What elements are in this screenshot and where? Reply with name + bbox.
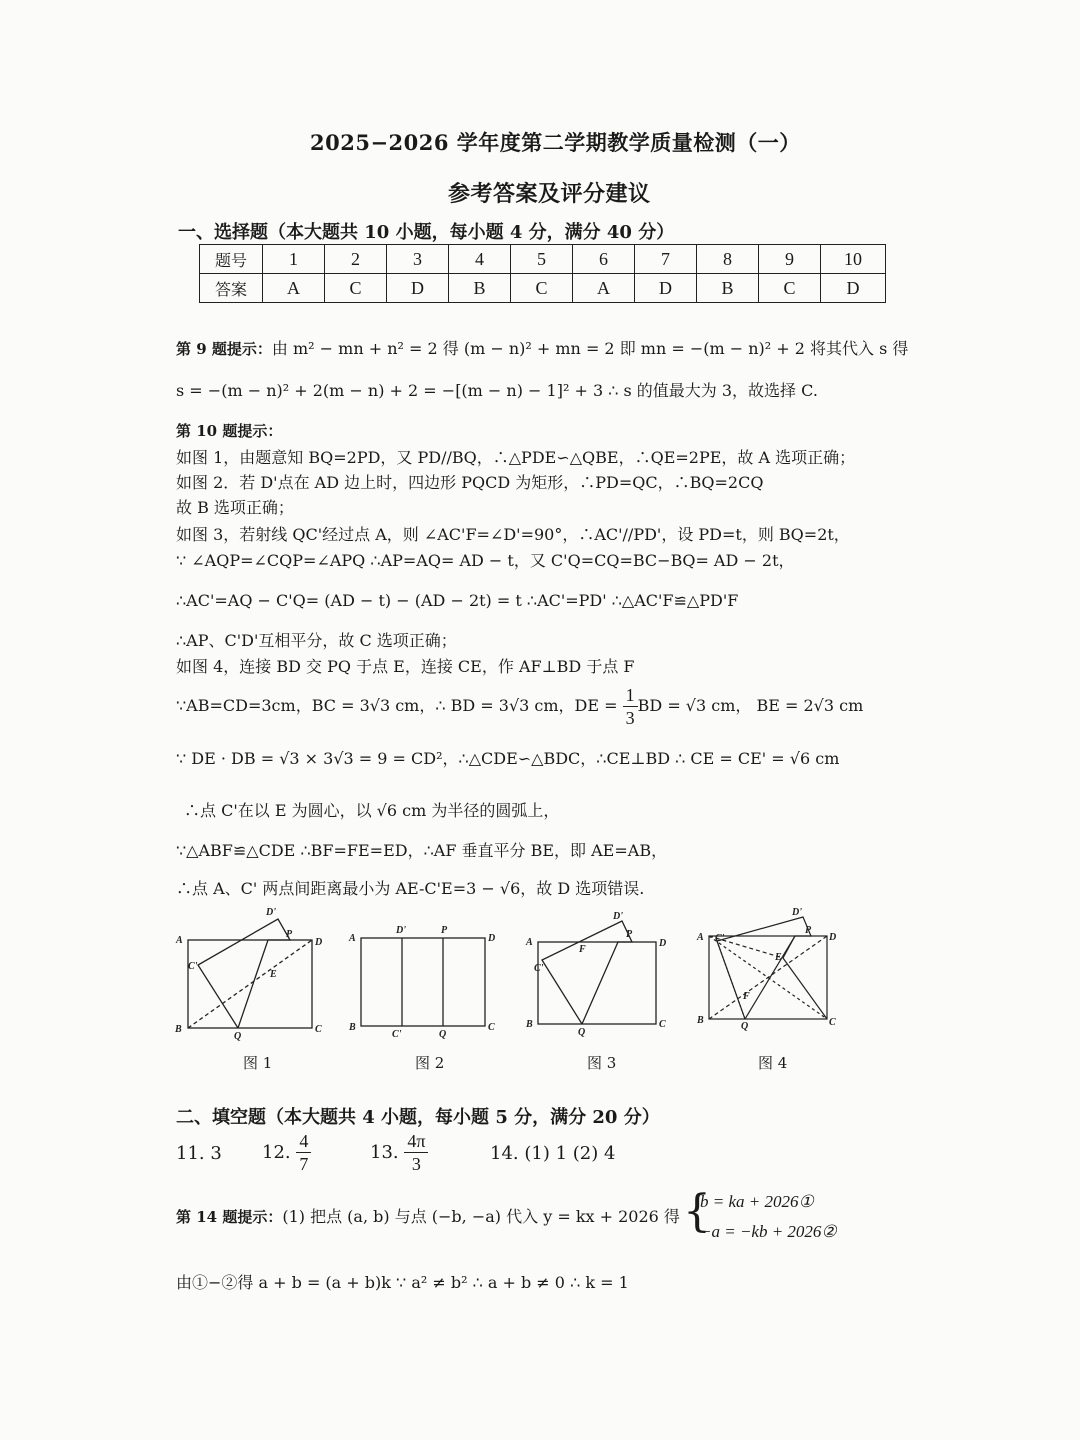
hint-14-line-2: 由①−②得 a + b = (a + b)k ∵ a² ≠ b² ∴ a + b ≠ 0 ∴ k = 1 (176, 1273, 629, 1292)
hint-10-line-part: ∵AB=CD=3cm，BC = 3√3 cm，∴ BD = 3√3 cm，DE = (176, 696, 623, 715)
table-cell: 8 (697, 245, 759, 274)
label-C: C (829, 1017, 836, 1028)
table-cell: 6 (573, 245, 635, 274)
equation-1: b = ka + 2026① (700, 1192, 814, 1211)
equation-system-brace: { (683, 1186, 711, 1237)
hint-10-line: ∵△ABF≌△CDE ∴BF=FE=ED，∴AF 垂直平分 BE，即 AE=AB， (176, 841, 668, 860)
label-D-prime: D' (613, 911, 623, 922)
label-C-prime: C' (715, 933, 725, 944)
hint-10-line: ∴点 A、C' 两点间距离最小为 AE-C'E=3 − √6，故 D 选项错误. (176, 879, 645, 898)
frac-den: 3 (411, 1154, 421, 1174)
table-cell: 7 (635, 245, 697, 274)
table-cell: 5 (511, 245, 573, 274)
label-P: P (626, 929, 633, 940)
label-D: D (315, 937, 323, 948)
table-cell: 4 (449, 245, 511, 274)
label-C: C (488, 1022, 495, 1033)
figure-1-caption: 图 1 (243, 1054, 273, 1072)
label-C-prime: C' (188, 961, 198, 972)
label-C-prime: C' (534, 963, 544, 974)
label-A: A (697, 932, 704, 943)
label-D-prime: D' (396, 925, 406, 936)
label-D: D (488, 933, 496, 944)
hint-14-text: (1) 把点 (a, b) 与点 (−b, −a) 代入 y = kx + 2026 得 (282, 1207, 680, 1226)
hint-10-line-bd (176, 684, 863, 729)
answer-table (199, 244, 886, 303)
page-title: 2025−2026 学年度第二学期教学质量检测（一） (310, 130, 801, 155)
label-F: F (579, 944, 586, 955)
label-Q: Q (439, 1029, 447, 1040)
label-A: A (526, 937, 533, 948)
frac-num: 4 (296, 1130, 311, 1153)
hint-10-line: ∴点 C'在以 E 为圆心，以 √6 cm 为半径的圆弧上， (184, 801, 560, 820)
page-subtitle: 参考答案及评分建议 (448, 181, 651, 207)
table-cell: 10 (821, 245, 886, 274)
label-P: P (805, 925, 812, 936)
answer-13 (370, 1130, 428, 1175)
table-cell: C (325, 274, 387, 303)
label-D: D (659, 938, 667, 949)
hint-10-line-part: BD = √3 cm， BE = 2√3 cm (637, 696, 864, 715)
label-E: E (270, 969, 277, 980)
hint-10-line: ∴AC'=AQ − C'Q= (AD − t) − (AD − 2t) = t ∴AC'=PD' ∴△AC'F≌△PD'F (176, 591, 739, 610)
table-row-numbers (200, 245, 886, 274)
label-C: C (315, 1024, 322, 1035)
label-B: B (526, 1019, 533, 1030)
frac-den: 7 (299, 1154, 309, 1174)
hint-10-line: ∵ DE · DB = √3 × 3√3 = 9 = CD²，∴△CDE∽△BDC，∴CE⊥BD ∴ CE = CE' = √6 cm (176, 749, 840, 768)
hint-10-line: 如图 2．若 D'点在 AD 边上时，四边形 PQCD 为矩形，∴PD=QC，∴BQ=2CQ (176, 473, 764, 492)
frac-den: 3 (625, 708, 635, 728)
figure-4 (695, 903, 845, 1033)
section-2-heading: 二、填空题（本大题共 4 小题，每小题 5 分，满分 20 分） (176, 1107, 660, 1128)
section-1-heading: 一、选择题（本大题共 10 小题，每小题 4 分，满分 40 分） (178, 222, 675, 243)
label-B: B (175, 1024, 182, 1035)
row-label-answer: 答案 (200, 274, 263, 303)
hint-14-label: 第 14 题提示： (176, 1208, 283, 1226)
label-C-prime: C' (392, 1029, 402, 1040)
answer-12-label: 12. (262, 1142, 291, 1163)
table-cell: D (635, 274, 697, 303)
row-label-question: 题号 (200, 245, 263, 274)
table-cell: 1 (263, 245, 325, 274)
label-E: E (775, 952, 782, 963)
equation-2: −a = −kb + 2026② (700, 1222, 837, 1241)
label-A: A (349, 933, 356, 944)
table-cell: C (511, 274, 573, 303)
table-cell: A (573, 274, 635, 303)
label-D-prime: D' (266, 907, 276, 918)
label-B: B (697, 1015, 704, 1026)
answer-11: 11. 3 (176, 1143, 222, 1164)
hint-10-line: 如图 4，连接 BD 交 PQ 于点 E，连接 CE，作 AF⊥BD 于点 F (176, 657, 635, 676)
label-P: P (286, 929, 293, 940)
figure-2-caption: 图 2 (415, 1054, 445, 1072)
hint-10-line: 如图 1，由题意知 BQ=2PD，又 PD//BQ，∴△PDE∽△QBE，∴QE=2PE，故 A 选项正确； (176, 448, 856, 467)
label-B: B (349, 1022, 356, 1033)
table-cell: B (449, 274, 511, 303)
figure-4-caption: 图 4 (758, 1054, 788, 1072)
table-cell: A (263, 274, 325, 303)
answer-13-label: 13. (370, 1142, 399, 1163)
hint-9-line-1 (176, 338, 908, 360)
label-D-prime: D' (792, 907, 802, 918)
hint-9-line-2: s = −(m − n)² + 2(m − n) + 2 = −[(m − n) − 1]² + 3 ∴ s 的值最大为 3，故选择 C. (176, 381, 818, 400)
label-F: F (743, 991, 750, 1002)
hint-9-label: 第 9 题提示： (176, 340, 272, 358)
figure-1 (172, 905, 332, 1042)
hint-9-text: 由 m² − mn + n² = 2 得 (m − n)² + mn = 2 即 mn = −(m − n)² + 2 将其代入 s 得 (271, 339, 909, 358)
table-cell: C (759, 274, 821, 303)
frac-num: 1 (623, 684, 638, 707)
answer-14: 14. (1) 1 (2) 4 (490, 1143, 616, 1164)
table-cell: 3 (387, 245, 449, 274)
table-cell: D (821, 274, 886, 303)
label-D: D (829, 932, 837, 943)
table-cell: 2 (325, 245, 387, 274)
frac-num: 4π (404, 1130, 428, 1153)
table-row-answers (200, 274, 886, 303)
answer-13-fraction (404, 1130, 428, 1175)
hint-10-line: ∴AP、C'D'互相平分，故 C 选项正确； (176, 631, 457, 650)
hint-10-line: 故 B 选项正确； (176, 498, 294, 517)
label-C: C (659, 1019, 666, 1030)
figure-3-caption: 图 3 (587, 1054, 617, 1072)
table-cell: B (697, 274, 759, 303)
table-cell: 9 (759, 245, 821, 274)
label-Q: Q (234, 1031, 242, 1042)
label-Q: Q (741, 1021, 749, 1032)
figure-2 (345, 905, 505, 1040)
table-cell: D (387, 274, 449, 303)
hint-10-line: 如图 3，若射线 QC'经过点 A，则 ∠AC'F=∠D'=90°，∴AC'//PD'，设 PD=t，则 BQ=2t， (176, 525, 850, 544)
hint-10-label: 第 10 题提示： (176, 422, 283, 440)
label-Q: Q (578, 1027, 586, 1038)
hint-14-line-1 (176, 1206, 680, 1228)
answer-12 (262, 1130, 311, 1175)
answer-12-fraction (296, 1130, 311, 1175)
figure-3 (522, 905, 682, 1038)
label-P: P (441, 925, 448, 936)
label-A: A (176, 935, 183, 946)
hint-10-line: ∵ ∠AQP=∠CQP=∠APQ ∴AP=AQ= AD − t，又 C'Q=CQ=BC−BQ= AD − 2t， (176, 551, 795, 570)
fraction-one-third (623, 684, 638, 729)
